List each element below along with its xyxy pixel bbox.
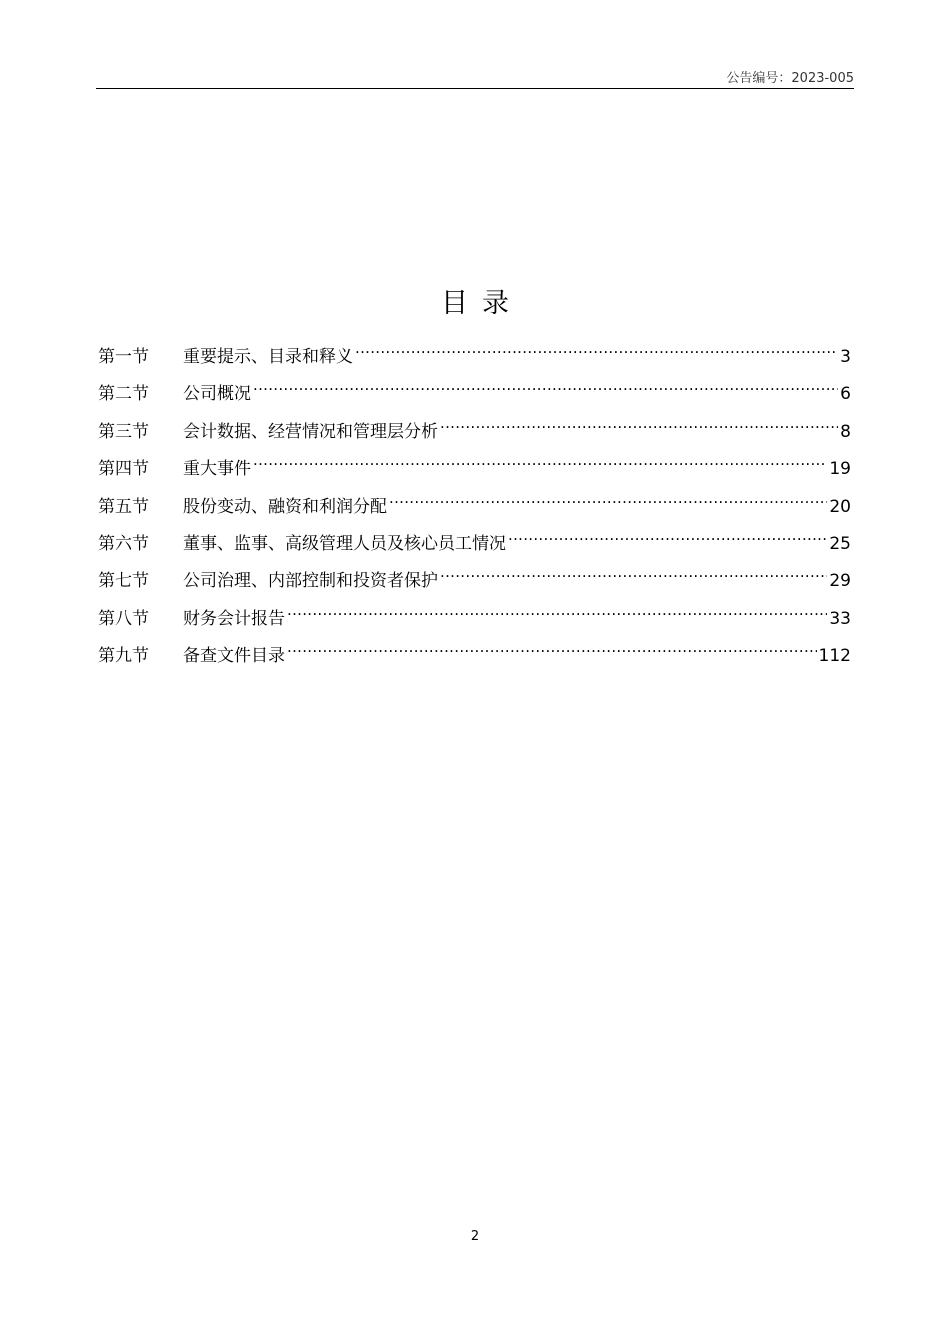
toc-section-number: 第九节: [98, 646, 149, 667]
toc-page-number: 19: [829, 459, 851, 480]
toc-page-number: 25: [829, 533, 851, 554]
toc-title: 目录: [441, 288, 523, 319]
toc-section-number: 第七节: [98, 571, 149, 592]
toc-section-number: 第一节: [98, 347, 149, 367]
toc-entry[interactable]: [98, 446, 851, 483]
toc-page-number: 20: [829, 496, 851, 517]
toc-section-title: 公司治理、内部控制和投资者保护: [183, 571, 438, 592]
toc-entry[interactable]: [98, 596, 851, 633]
toc-entry[interactable]: [98, 633, 851, 670]
toc-section-number: 第八节: [98, 608, 149, 629]
toc-section-number: 第四节: [98, 459, 149, 480]
toc-page-number: 6: [840, 384, 851, 405]
toc-section-title: 股份变动、融资和利润分配: [183, 496, 387, 517]
toc-section-number: 第六节: [98, 533, 149, 554]
toc-page-number: 3: [840, 347, 851, 367]
announcement-number: 公告编号：2023-005: [726, 71, 854, 86]
toc-section-title: 重大事件: [183, 459, 251, 480]
toc-section-title: 董事、监事、高级管理人员及核心员工情况: [183, 533, 506, 554]
toc-section-title: 财务会计报告: [183, 608, 285, 629]
toc-dot-leader: [287, 633, 817, 661]
toc-page-number: 33: [829, 608, 851, 629]
toc-section-number: 第二节: [98, 384, 149, 405]
toc-section-title: 备查文件目录: [183, 646, 285, 667]
toc-section-title: 重要提示、目录和释义: [183, 347, 353, 367]
toc-dot-leader: [440, 409, 838, 437]
page-header: [96, 62, 854, 89]
toc-dot-leader: [389, 484, 827, 512]
toc-section-title: 会计数据、经营情况和管理层分析: [183, 421, 438, 442]
toc-dot-leader: [287, 596, 827, 624]
page-number: 2: [470, 1229, 480, 1244]
toc-dot-leader: [508, 521, 827, 549]
toc-entry[interactable]: [98, 558, 851, 595]
toc-entry[interactable]: [98, 334, 851, 371]
toc-entry[interactable]: [98, 409, 851, 446]
toc-dot-leader: [253, 371, 838, 399]
toc-section-title: 公司概况: [183, 384, 251, 405]
table-of-contents: [98, 334, 851, 671]
toc-page-number: 8: [840, 421, 851, 442]
toc-entry[interactable]: [98, 371, 851, 408]
toc-section-number: 第三节: [98, 421, 149, 442]
toc-entry[interactable]: [98, 484, 851, 521]
toc-dot-leader: [355, 334, 838, 362]
toc-dot-leader: [253, 446, 827, 474]
toc-entry[interactable]: [98, 521, 851, 558]
toc-page-number: 29: [829, 571, 851, 592]
toc-section-number: 第五节: [98, 496, 149, 517]
toc-dot-leader: [440, 558, 827, 586]
toc-page-number: 112: [818, 646, 851, 667]
